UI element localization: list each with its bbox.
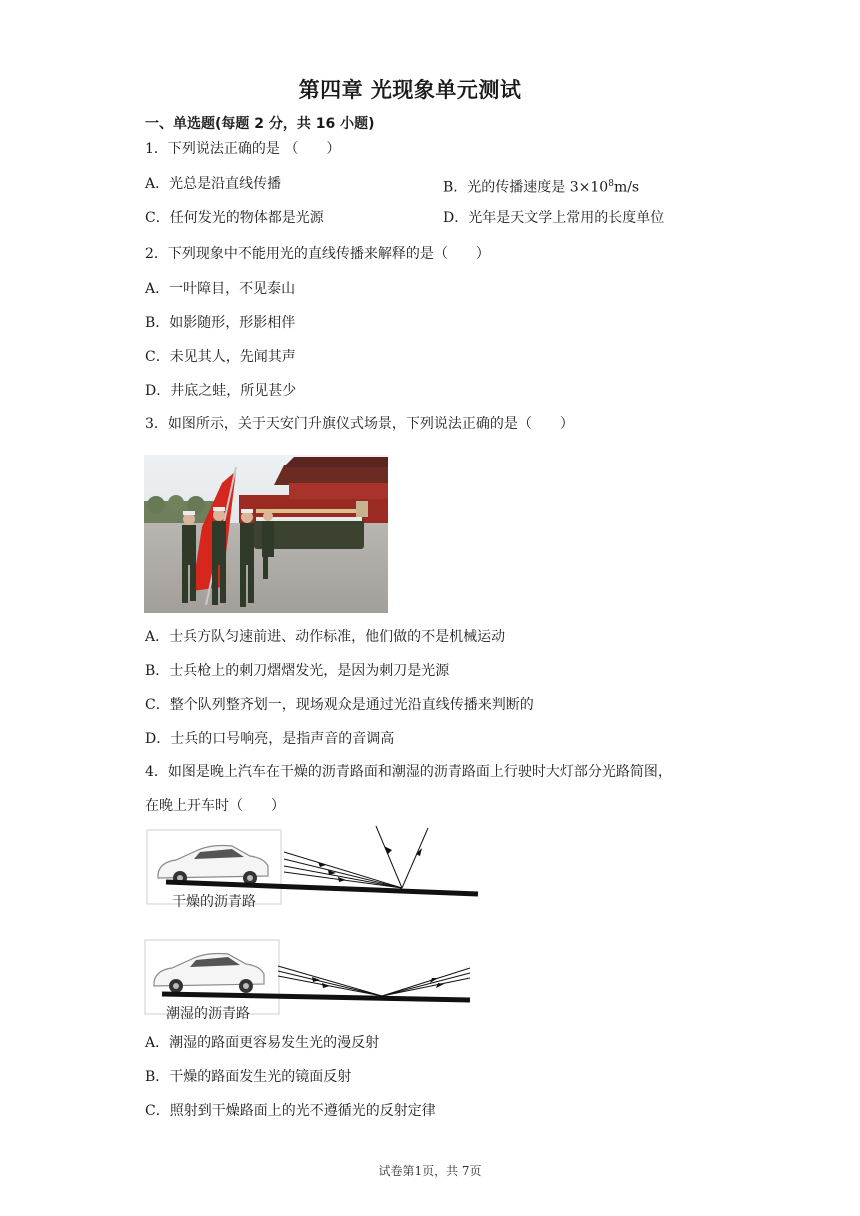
- wet-road-label: 潮湿的沥青路: [166, 1006, 250, 1022]
- question-3-option-b: B．士兵枪上的刺刀熠熠发光，是因为刺刀是光源: [145, 663, 450, 679]
- question-1-stem: 1．下列说法正确的是 （ ）: [145, 141, 341, 157]
- question-2-option-c: C．未见其人，先闻其声: [145, 349, 296, 365]
- question-1-option-c: C．任何发光的物体都是光源: [145, 210, 324, 226]
- question-1-option-d: D．光年是天文学上常用的长度单位: [443, 210, 665, 226]
- tiananmen-flag-ceremony-photo: [144, 455, 388, 613]
- question-4-option-c: C．照射到干燥路面上的光不遵循光的反射定律: [145, 1103, 436, 1119]
- question-3-option-d: D．士兵的口号响亮，是指声音的音调高: [145, 731, 395, 747]
- question-4-stem-continued: 在晚上开车时（ ）: [145, 798, 285, 814]
- question-3-option-a: A．士兵方队匀速前进、动作标准，他们做的不是机械运动: [145, 629, 506, 645]
- question-3-stem: 3．如图所示，关于天安门升旗仪式场景，下列说法正确的是（ ）: [145, 416, 574, 432]
- question-3-option-c: C．整个队列整齐划一，现场观众是通过光沿直线传播来判断的: [145, 697, 534, 713]
- question-4-option-a: A．潮湿的路面更容易发生光的漫反射: [145, 1035, 380, 1051]
- option-b-unit: m/s: [613, 179, 640, 196]
- question-2-stem: 2．下列现象中不能用光的直线传播来解释的是（ ）: [145, 246, 490, 262]
- page-title: 第四章 光现象单元测试: [298, 78, 522, 102]
- question-4-stem: 4．如图是晚上汽车在干燥的沥青路面和潮湿的沥青路面上行驶时大灯部分光路简图，: [145, 764, 672, 780]
- question-2-option-a: A．一叶障目，不见泰山: [145, 281, 296, 297]
- option-b-text: B．光的传播速度是 3×10: [443, 179, 609, 196]
- question-2-option-b: B．如影随形，形影相伴: [145, 315, 296, 331]
- question-2-option-d: D．井底之蛙，所见甚少: [145, 383, 297, 399]
- section-heading: 一、单选题(每题 2 分，共 16 小题): [145, 116, 375, 132]
- question-4-option-b: B．干燥的路面发生光的镜面反射: [145, 1069, 352, 1085]
- page-footer: 试卷第1页，共 7页: [378, 1164, 482, 1178]
- option-b-exponent: 8: [608, 179, 614, 189]
- question-1-option-b: [443, 174, 639, 198]
- dry-road-label: 干燥的沥青路: [172, 894, 256, 910]
- question-1-option-a: A．光总是沿直线传播: [145, 176, 282, 192]
